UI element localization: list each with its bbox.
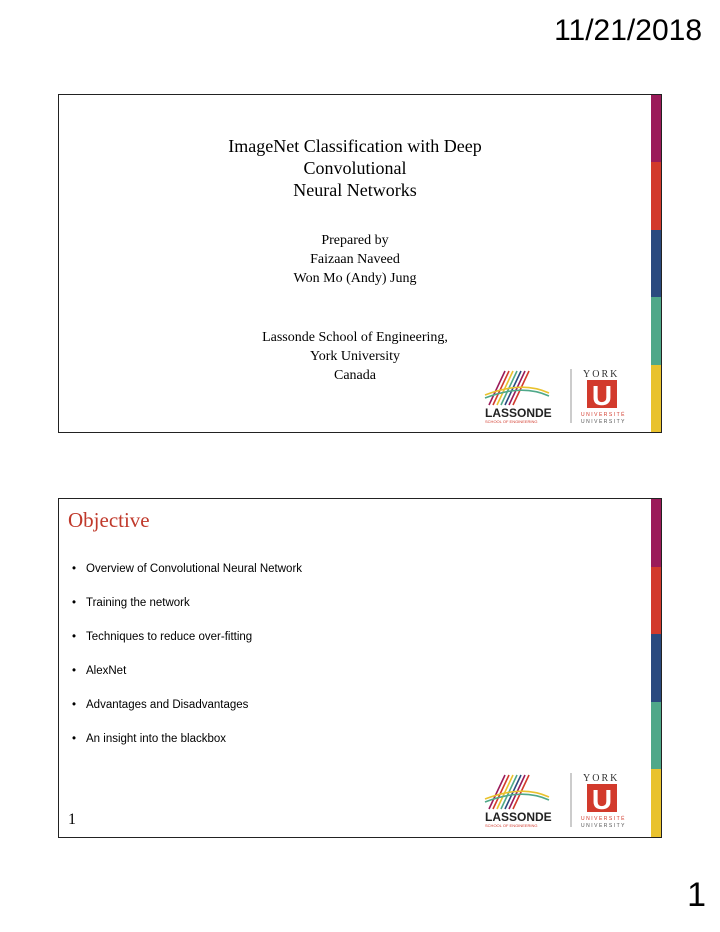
list-item	[72, 596, 302, 630]
title-line: ImageNet Classification with Deep	[228, 136, 482, 156]
stripe-segment	[651, 162, 661, 229]
lassonde-swoosh-icon	[485, 371, 549, 405]
york-u-letter: U	[591, 380, 613, 411]
author-name: Faizaan Naveed	[310, 252, 400, 267]
page-date: 11/21/2018	[554, 14, 702, 47]
stripe-segment	[651, 567, 661, 635]
list-item	[72, 732, 302, 766]
objective-list	[72, 562, 302, 766]
bullet-icon: •	[72, 597, 77, 609]
list-item-text: AlexNet	[86, 665, 127, 677]
york-wordmark: YORK	[583, 369, 620, 380]
author-name: Won Mo (Andy) Jung	[293, 271, 417, 286]
university-label: UNIVERSITY	[581, 419, 627, 425]
institution-line: Lassonde School of Engineering,	[262, 330, 448, 345]
list-item	[72, 698, 302, 732]
list-item-text: Advantages and Disadvantages	[86, 699, 249, 711]
slide-number: 1	[68, 811, 76, 828]
lassonde-wordmark: LASSONDE	[485, 810, 552, 824]
color-stripe	[651, 499, 661, 837]
lassonde-subtitle: SCHOOL OF ENGINEERING	[485, 419, 538, 424]
objective-slide	[58, 498, 662, 838]
universite-label: UNIVERSITÉ	[581, 816, 627, 822]
slide-title	[59, 135, 651, 201]
institution-line: Canada	[334, 368, 376, 383]
page-number: 1	[687, 876, 706, 914]
list-item	[72, 664, 302, 698]
stripe-segment	[651, 769, 661, 837]
universite-label: UNIVERSITÉ	[581, 412, 627, 418]
list-item-text: Training the network	[86, 597, 190, 609]
lassonde-wordmark: LASSONDE	[485, 406, 552, 420]
stripe-segment	[651, 365, 661, 432]
stripe-segment	[651, 95, 661, 162]
list-item	[72, 630, 302, 664]
title-line: Neural Networks	[293, 180, 417, 200]
slide-heading: Objective	[68, 508, 150, 532]
institution-line: York University	[310, 349, 400, 364]
prepared-by-label: Prepared by	[321, 233, 389, 248]
stripe-segment	[651, 634, 661, 702]
lassonde-swoosh-icon	[485, 775, 549, 809]
university-label: UNIVERSITY	[581, 823, 627, 829]
title-slide	[58, 94, 662, 433]
york-u-letter: U	[591, 784, 613, 815]
bullet-icon: •	[72, 699, 77, 711]
title-line: Convolutional	[303, 158, 407, 178]
bullet-icon: •	[72, 631, 77, 643]
bullet-icon: •	[72, 665, 77, 677]
list-item-text: Overview of Convolutional Neural Network	[86, 563, 303, 575]
list-item-text: Techniques to reduce over-fitting	[86, 631, 253, 643]
stripe-segment	[651, 702, 661, 770]
list-item-text: An insight into the blackbox	[86, 733, 227, 745]
bullet-icon: •	[72, 563, 77, 575]
lassonde-york-logo	[481, 771, 641, 829]
bullet-icon: •	[72, 733, 77, 745]
byline	[59, 231, 651, 288]
list-item	[72, 562, 302, 596]
color-stripe	[651, 95, 661, 432]
stripe-segment	[651, 499, 661, 567]
stripe-segment	[651, 297, 661, 364]
york-wordmark: YORK	[583, 773, 620, 784]
lassonde-subtitle: SCHOOL OF ENGINEERING	[485, 823, 538, 828]
lassonde-york-logo	[481, 367, 641, 425]
stripe-segment	[651, 230, 661, 297]
